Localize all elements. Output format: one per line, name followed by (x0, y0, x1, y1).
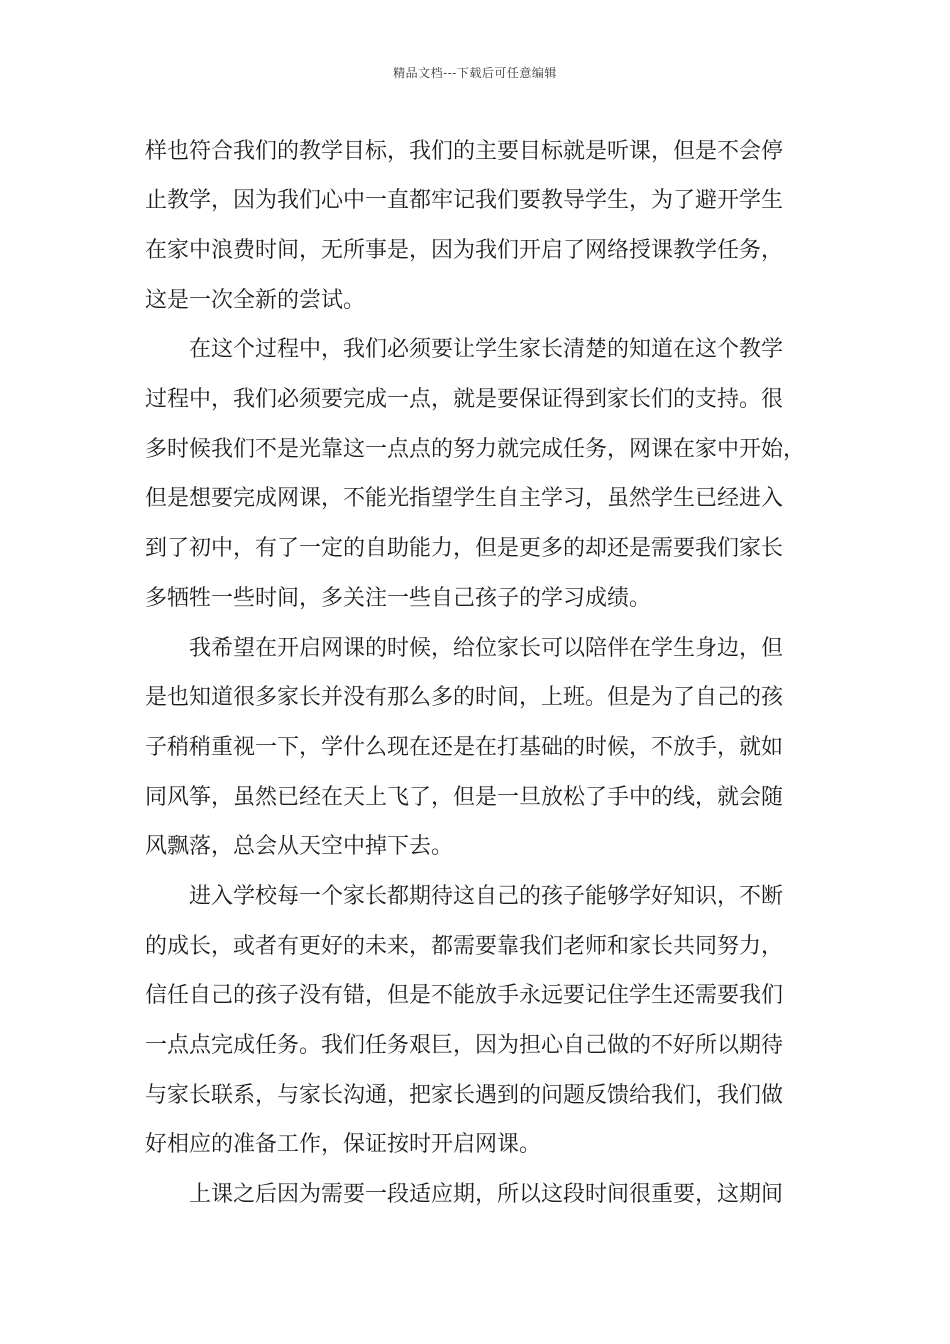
text-line: 但是想要完成网课，不能光指望学生自主学习，虽然学生已经进入 (145, 486, 784, 511)
text-line: 到了初中，有了一定的自助能力，但是更多的却还是需要我们家长 (145, 536, 784, 561)
text-line: 多时候我们不是光靠这一点点的努力就完成任务，网课在家中开始， (145, 437, 806, 462)
text-line: 的成长，或者有更好的未来，都需要靠我们老师和家长共同努力， (145, 934, 784, 959)
paragraph-first-line: 我希望在开启网课的时候，给位家长可以陪伴在学生身边，但 (189, 636, 784, 661)
text-line: 一点点完成任务。我们任务艰巨，因为担心自己做的不好所以期待 (145, 1033, 784, 1058)
text-line: 信任自己的孩子没有错，但是不能放手永远要记住学生还需要我们 (145, 983, 784, 1008)
text-line: 这是一次全新的尝试。 (145, 288, 366, 313)
page-header: 精品文档---下载后可任意编辑 (393, 66, 557, 80)
paragraph-first-line: 进入学校每一个家长都期待这自己的孩子能够学好知识，不断 (189, 884, 784, 909)
paragraph-first-line: 在这个过程中，我们必须要让学生家长清楚的知道在这个教学 (189, 337, 784, 362)
text-line: 样也符合我们的教学目标，我们的主要目标就是听课，但是不会停 (145, 139, 784, 164)
text-line: 过程中，我们必须要完成一点，就是要保证得到家长们的支持。很 (145, 387, 784, 412)
text-line: 好相应的准备工作，保证按时开启网课。 (145, 1132, 542, 1157)
text-line: 子稍稍重视一下，学什么现在还是在打基础的时候，不放手，就如 (145, 735, 784, 760)
text-line: 在家中浪费时间，无所事是，因为我们开启了网络授课教学任务， (145, 238, 784, 263)
text-line: 与家长联系，与家长沟通，把家长遇到的问题反馈给我们，我们做 (145, 1083, 784, 1108)
text-line: 同风筝，虽然已经在天上飞了，但是一旦放松了手中的线，就会随 (145, 785, 784, 810)
paragraph-first-line: 上课之后因为需要一段适应期，所以这段时间很重要，这期间 (189, 1182, 784, 1207)
text-line: 止教学，因为我们心中一直都牢记我们要教导学生，为了避开学生 (145, 188, 784, 213)
text-line: 风飘落，总会从天空中掉下去。 (145, 834, 454, 859)
text-line: 是也知道很多家长并没有那么多的时间，上班。但是为了自己的孩 (145, 685, 784, 710)
text-line: 多牺牲一些时间，多关注一些自己孩子的学习成绩。 (145, 586, 652, 611)
